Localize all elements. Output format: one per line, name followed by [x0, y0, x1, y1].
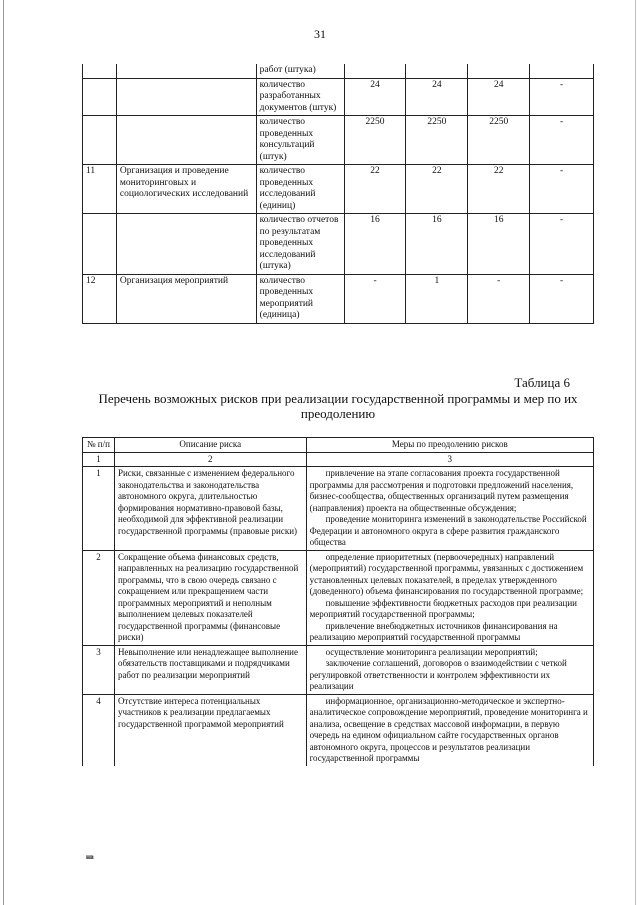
value-4: -: [530, 214, 594, 275]
measure-item: привлечение на этапе согласования проекта государственной программы для рассмотрения и подготовки предложений населения, бизнес-сообщества, общественных организаций путем размещения (направления) проекта на общественные обсуждения;: [309, 468, 574, 513]
col-number-2: 2: [114, 452, 306, 467]
risk-description: Невыполнение или ненадлежащее выполнение обязательств поставщиками и подрядчиками работ по реализации мероприятий: [114, 645, 306, 694]
footer-mark: нв: [86, 853, 94, 861]
value-1: 22: [344, 165, 406, 214]
event-name: Организация и проведение мониторинговых и социологических исследований: [116, 165, 256, 214]
value-1: 24: [344, 78, 406, 116]
col-number-3: 3: [306, 452, 593, 467]
risk-measures: [306, 694, 593, 766]
risk-measures: [306, 645, 593, 694]
value-4: -: [530, 274, 594, 323]
indicators-table: [82, 64, 594, 324]
header-measures: Меры по преодолению рисков: [306, 438, 593, 453]
event-name: Организация мероприятий: [116, 274, 256, 323]
header-risk: Описание риска: [114, 438, 306, 453]
row-number: 2: [83, 550, 115, 645]
risk-description: Риски, связанные с изменением федерального законодательства и законодательства автономного округа, длительностью формирования нормативно-правовой базы, необходимой для эффективной реализации государственной программы (правовые риски): [114, 467, 306, 551]
indicator-name: количество проведенных исследований (единиц): [256, 165, 344, 214]
measure-item: привлечение внебюджетных источников финансирования на реализацию мероприятий государственной программы: [309, 620, 558, 642]
value-2: 22: [406, 165, 468, 214]
row-number: 11: [83, 165, 117, 214]
indicator-name: количество проведенных консультаций (штук): [256, 116, 344, 165]
value-4: -: [530, 116, 594, 165]
value-4: [530, 64, 594, 78]
table-row: [83, 165, 594, 214]
row-number: 4: [83, 694, 115, 766]
table-row: [83, 645, 594, 694]
scan-edge-left: [3, 0, 4, 905]
row-number: [83, 78, 117, 116]
header-num: № п/п: [83, 438, 115, 453]
indicator-name: количество разработанных документов (штук): [256, 78, 344, 116]
risk-description: Отсутствие интереса потенциальных участников к реализации предлагаемых государственной программой мероприятий: [114, 694, 306, 766]
value-1: 16: [344, 214, 406, 275]
measure-item: заключение соглашений, договоров о взаимодействии с четкой регулировкой ответственности и контролем эффективности их реализации: [309, 658, 567, 691]
event-name: [116, 78, 256, 116]
value-1: -: [344, 274, 406, 323]
value-4: -: [530, 165, 594, 214]
table-title: Перечень возможных рисков при реализации государственной программы и мер по их преодолению: [98, 391, 578, 421]
indicator-name: количество проведенных мероприятий (единица): [256, 274, 344, 323]
table-row: [83, 550, 594, 645]
column-number-row: [83, 452, 594, 467]
event-name: [116, 116, 256, 165]
table-label: Таблица 6: [514, 375, 570, 390]
value-1: 2250: [344, 116, 406, 165]
value-2: 2250: [406, 116, 468, 165]
value-4: -: [530, 78, 594, 116]
indicator-name: работ (штука): [256, 64, 344, 78]
risk-measures: [306, 467, 593, 551]
row-number: [83, 116, 117, 165]
measure-item: определение приоритетных (первоочередных) направлений (мероприятий) государственной программы, увязанных с достижением установленных целевых показателей, в пределах утвержденного (доведенного) объема финансирования по государственной программе;: [309, 551, 584, 596]
value-2: [406, 64, 468, 78]
row-number: 3: [83, 645, 115, 694]
header-row: [83, 438, 594, 453]
measure-item: проведение мониторинга изменений в законодательстве Российской Федерации и автономного округа в сфере развития гражданского общества: [309, 514, 587, 547]
value-3: 16: [468, 214, 530, 275]
risks-table: [82, 437, 594, 766]
table-row: [83, 274, 594, 323]
row-number: 12: [83, 274, 117, 323]
col-number-1: 1: [83, 452, 115, 467]
table-row: [83, 214, 594, 275]
value-2: 16: [406, 214, 468, 275]
measure-item: повышение эффективности бюджетных расходов при реализации мероприятий государственной программы;: [309, 597, 577, 619]
measure-item: информационное, организационно-методическое и экспертно-аналитическое сопровождение мероприятий, проведение мониторинга и анализа, освещение в средствах массовой информации, в первую очередь на едином официальном сайте государственных органов автономного округа, процессов и результатов реализации государственной программы: [309, 695, 588, 763]
table-row: [83, 78, 594, 116]
value-2: 1: [406, 274, 468, 323]
value-3: -: [468, 274, 530, 323]
table-row: [83, 694, 594, 766]
value-3: 2250: [468, 116, 530, 165]
scan-edge-right: [635, 0, 636, 905]
risk-description: Сокращение объема финансовых средств, направленных на реализацию государственной программы, что в свою очередь связано с сокращением или прекращением части программных мероприятий и неполным выполнением целевых показателей государственной программы (финансовые риски): [114, 550, 306, 645]
table-row: [83, 467, 594, 551]
event-name: [116, 214, 256, 275]
value-2: 24: [406, 78, 468, 116]
risk-measures: [306, 550, 593, 645]
row-number: [83, 64, 117, 78]
value-1: [344, 64, 406, 78]
table-row: [83, 116, 594, 165]
table-row: [83, 64, 594, 78]
value-3: 22: [468, 165, 530, 214]
row-number: [83, 214, 117, 275]
indicator-name: количество отчетов по результатам проведенных исследований (штука): [256, 214, 344, 275]
value-3: [468, 64, 530, 78]
row-number: 1: [83, 467, 115, 551]
event-name: [116, 64, 256, 78]
measure-item: осуществление мониторинга реализации мероприятий;: [325, 646, 538, 657]
page-number: 31: [314, 27, 326, 41]
value-3: 24: [468, 78, 530, 116]
